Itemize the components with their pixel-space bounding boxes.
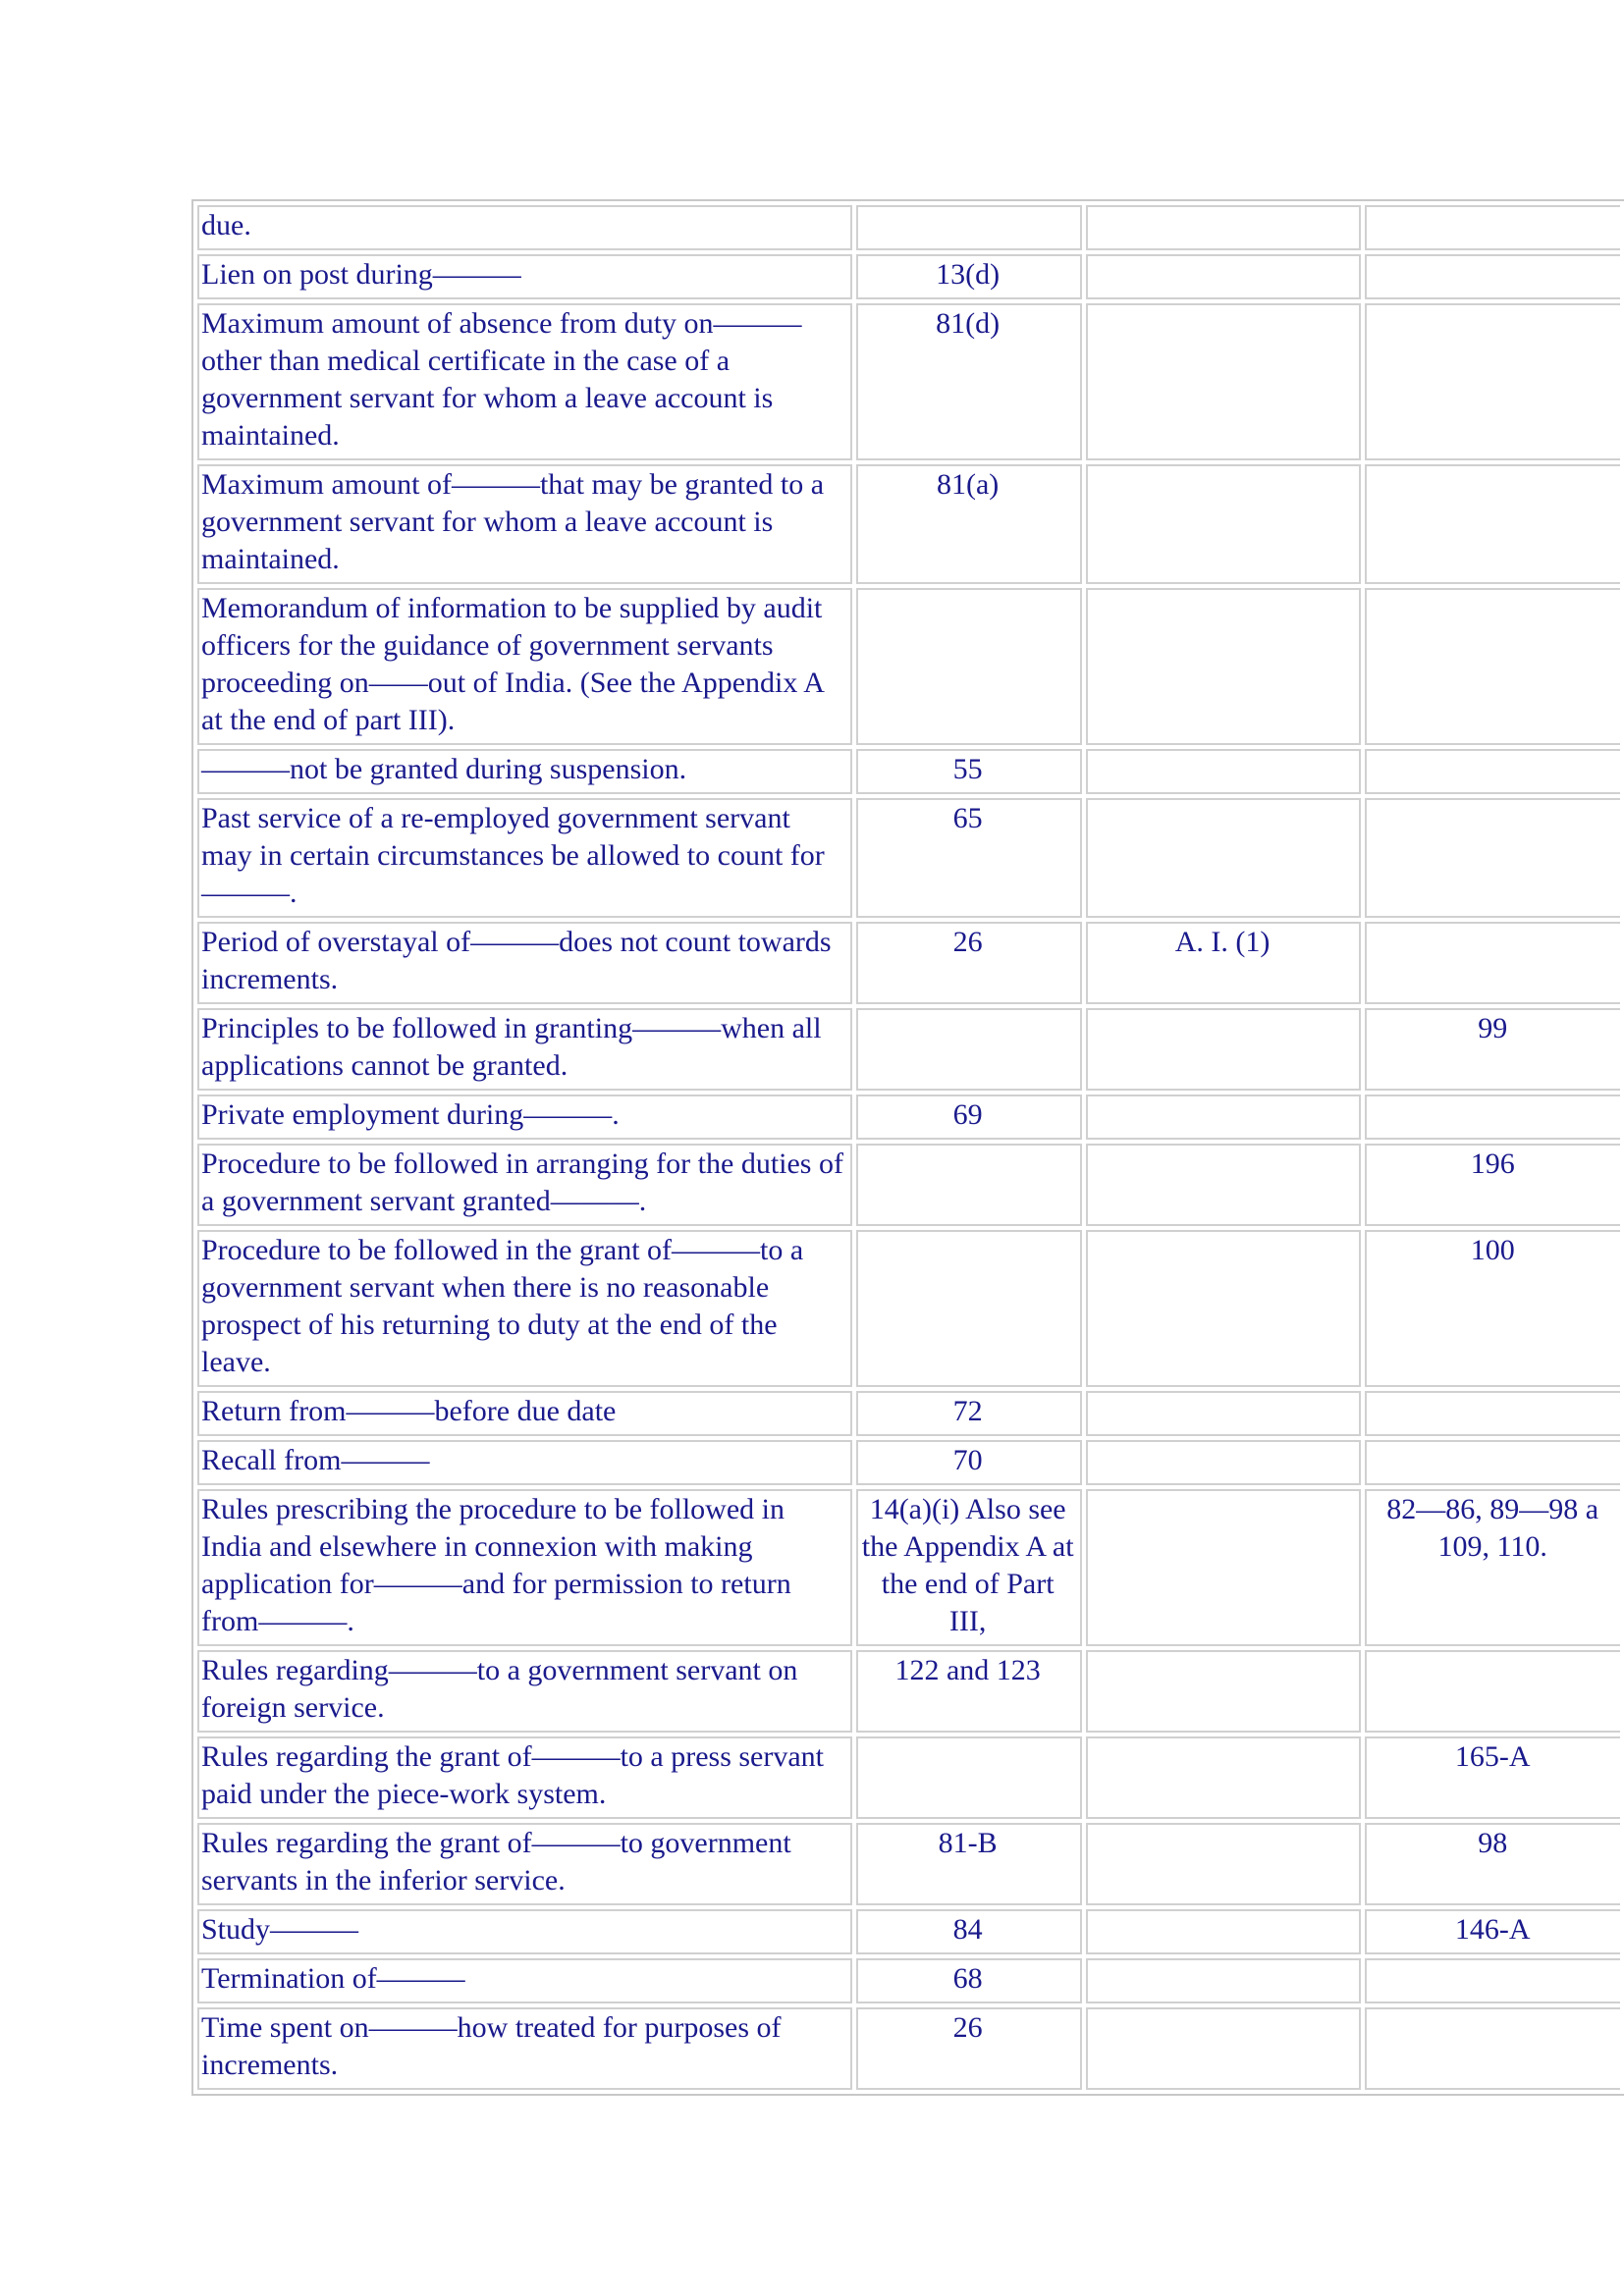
table-row [197,205,1620,250]
fr-cell [856,1736,1082,1819]
subject-cell: Time spent on———how treated for purposes of increments. [197,2007,852,2090]
fr-cell: 55 [856,749,1082,794]
table-row [197,254,1620,299]
table-row [197,1144,1620,1226]
subject-cell: Private employment during———. [197,1095,852,1140]
table-row [197,1391,1620,1436]
subject-cell: Rules regarding the grant of———to a press servant paid under the piece-work system. [197,1736,852,1819]
table-row [197,1823,1620,1905]
subject-cell: Memorandum of information to be supplied by audit officers for the guidance of government servants proceeding on——out of India. (See the Appendix A at the end of part III). [197,588,852,745]
sr-cell [1365,1958,1620,2003]
sr-cell [1365,749,1620,794]
table-row [197,1650,1620,1733]
ai-cell [1086,1909,1362,1954]
fr-cell: 81(a) [856,464,1082,584]
sr-cell: 165-A [1365,1736,1620,1819]
subject-cell: due. [197,205,852,250]
subject-cell: Study——— [197,1909,852,1954]
fr-cell: 84 [856,1909,1082,1954]
subject-cell: Rules regarding the grant of———to government servants in the inferior service. [197,1823,852,1905]
table-row [197,588,1620,745]
fr-cell: 69 [856,1095,1082,1140]
subject-cell: Rules prescribing the procedure to be followed in India and elsewhere in connexion with making application for———and for permission to return from———. [197,1489,852,1646]
fr-cell: 68 [856,1958,1082,2003]
ai-cell [1086,464,1362,584]
table-row [197,1440,1620,1485]
ai-cell: A. I. (1) [1086,922,1362,1004]
fr-cell [856,588,1082,745]
sr-cell: 82—86, 89—98 a 109, 110. [1365,1489,1620,1646]
sr-cell [1365,1440,1620,1485]
sr-cell [1365,588,1620,745]
subject-cell: Procedure to be followed in arranging for the duties of a government servant granted———. [197,1144,852,1226]
sr-cell [1365,1391,1620,1436]
fr-cell: 81-B [856,1823,1082,1905]
fr-cell [856,1144,1082,1226]
subject-cell: Maximum amount of absence from duty on———other than medical certificate in the case of a government servant for whom a leave account is maintained. [197,303,852,460]
ai-cell [1086,798,1362,918]
table-row [197,1008,1620,1091]
ai-cell [1086,1230,1362,1387]
subject-cell: Past service of a re-employed government servant may in certain circumstances be allowed to count for———. [197,798,852,918]
fr-cell: 26 [856,2007,1082,2090]
table-row [197,1909,1620,1954]
fr-cell: 14(a)(i) Also see the Appendix A at the end of Part III, [856,1489,1082,1646]
ai-cell [1086,1008,1362,1091]
ai-cell [1086,205,1362,250]
ai-cell [1086,1489,1362,1646]
ai-cell [1086,1144,1362,1226]
ai-cell [1086,1095,1362,1140]
ai-cell [1086,254,1362,299]
ai-cell [1086,1391,1362,1436]
table-row [197,303,1620,460]
ai-cell [1086,1823,1362,1905]
fr-cell: 26 [856,922,1082,1004]
ai-cell [1086,1736,1362,1819]
subject-cell: Termination of——— [197,1958,852,2003]
table-row [197,798,1620,918]
sr-cell [1365,464,1620,584]
sr-cell [1365,1095,1620,1140]
fr-cell: 81(d) [856,303,1082,460]
subject-cell: Principles to be followed in granting———when all applications cannot be granted. [197,1008,852,1091]
fr-cell: 65 [856,798,1082,918]
subject-cell: Maximum amount of———that may be granted to a government servant for whom a leave account is maintained. [197,464,852,584]
ai-cell [1086,1440,1362,1485]
table-row [197,2007,1620,2090]
sr-cell: 196 [1365,1144,1620,1226]
sr-cell [1365,798,1620,918]
fr-cell [856,1230,1082,1387]
subject-cell: Procedure to be followed in the grant of———to a government servant when there is no reasonable prospect of his returning to duty at the end of the leave. [197,1230,852,1387]
sr-cell: 98 [1365,1823,1620,1905]
sr-cell [1365,303,1620,460]
sr-cell [1365,2007,1620,2090]
ai-cell [1086,588,1362,745]
ai-cell [1086,2007,1362,2090]
subject-cell: Recall from——— [197,1440,852,1485]
fr-cell: 72 [856,1391,1082,1436]
fr-cell [856,205,1082,250]
sr-cell [1365,1650,1620,1733]
sr-cell: 100 [1365,1230,1620,1387]
table-row [197,1095,1620,1140]
table-row [197,922,1620,1004]
sr-cell [1365,205,1620,250]
table-row [197,464,1620,584]
fr-cell: 122 and 123 [856,1650,1082,1733]
subject-cell: Return from———before due date [197,1391,852,1436]
table-row [197,1489,1620,1646]
fr-cell [856,1008,1082,1091]
fr-cell: 70 [856,1440,1082,1485]
sr-cell: 99 [1365,1008,1620,1091]
table-row [197,1958,1620,2003]
table-row [197,1736,1620,1819]
table-row [197,749,1620,794]
ai-cell [1086,749,1362,794]
ai-cell [1086,1650,1362,1733]
subject-cell: ———not be granted during suspension. [197,749,852,794]
table-body [197,205,1620,2090]
subject-cell: Period of overstayal of———does not count towards increments. [197,922,852,1004]
ai-cell [1086,1958,1362,2003]
subject-cell: Lien on post during——— [197,254,852,299]
sr-cell: 146-A [1365,1909,1620,1954]
subject-cell: Rules regarding———to a government servant on foreign service. [197,1650,852,1733]
ai-cell [1086,303,1362,460]
table-row [197,1230,1620,1387]
leave-index-table [191,199,1624,2096]
fr-cell: 13(d) [856,254,1082,299]
sr-cell [1365,922,1620,1004]
sr-cell [1365,254,1620,299]
